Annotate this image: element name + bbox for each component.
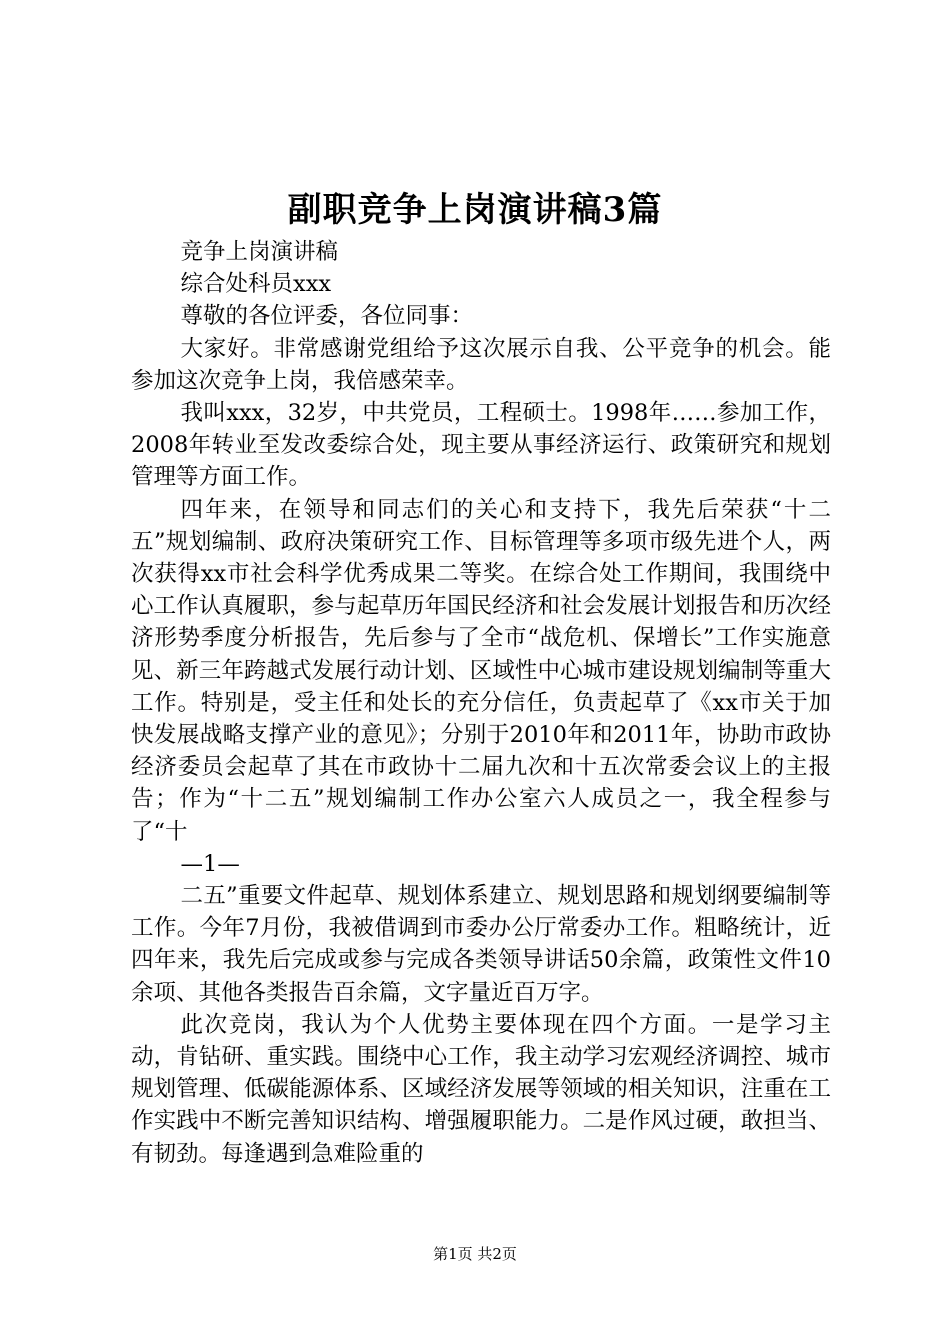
paragraph-greeting: 大家好。非常感谢党组给予这次展示自我、公平竞争的机会。能参加这次竞争上岗，我倍感荣幸。 [131,335,831,394]
paragraph-experience: 四年来，在领导和同志们的关心和支持下，我先后荣获“十二五”规划编制、政府决策研究工作、目标管理等多项市级先进个人，两次获得xx市社会科学优秀成果二等奖。在综合处工作期间，我围绕中心工作认真履职，参与起草历年国民经济和社会发展计划报告和历次经济形势季度分析报告，先后参与了全市“战危机、保增长”工作实施意见、新三年跨越式发展行动计划、区域性中心城市建设规划编制等重大工作。特别是，受主任和处长的充分信任，负责起草了《xx市关于加快发展战略支撑产业的意见》；分别于2010年和2011年，协助市政协经济委员会起草了其在市政协十二届九次和十五次常委会议上的主报告；作为“十二五”规划编制工作办公室六人成员之一，我全程参与了“十 [131,496,831,845]
document-title: 副职竞争上岗演讲稿3篇 [287,190,663,230]
paragraph-author: 综合处科员xxx [180,271,332,298]
paragraph-advantages: 此次竞岗，我认为个人优势主要体现在四个方面。一是学习主动，肯钻研、重实践。围绕中心工作，我主动学习宏观经济调控、城市规划管理、低碳能源体系、区域经济发展等领域的相关知识，注重在工作实践中不断完善知识结构、增强履职能力。二是作风过硬，敢担当、有韧劲。每逢遇到急难险重的 [131,1011,831,1167]
page-number-mark: —1— [180,850,240,877]
paragraph-heading: 竞争上岗演讲稿 [180,239,339,265]
paragraph-continuation: 二五”重要文件起草、规划体系建立、规划思路和规划纲要编制等工作。今年7月份，我被借调到市委办公厅常委办工作。粗略统计，近四年来，我先后完成或参与完成各类领导讲话50余篇，政策性文件10余项、其他各类报告百余篇，文字量近百万字。 [131,883,831,1006]
paragraph-intro: 我叫xxx，32岁，中共党员，工程硕士。1998年……参加工作，2008年转业至发改委综合处，现主要从事经济运行、政策研究和规划管理等方面工作。 [131,400,831,491]
page-footer: 第1页 共2页 [433,1245,517,1263]
document-body [131,236,831,1170]
paragraph-salutation: 尊敬的各位评委，各位同事： [180,303,474,330]
